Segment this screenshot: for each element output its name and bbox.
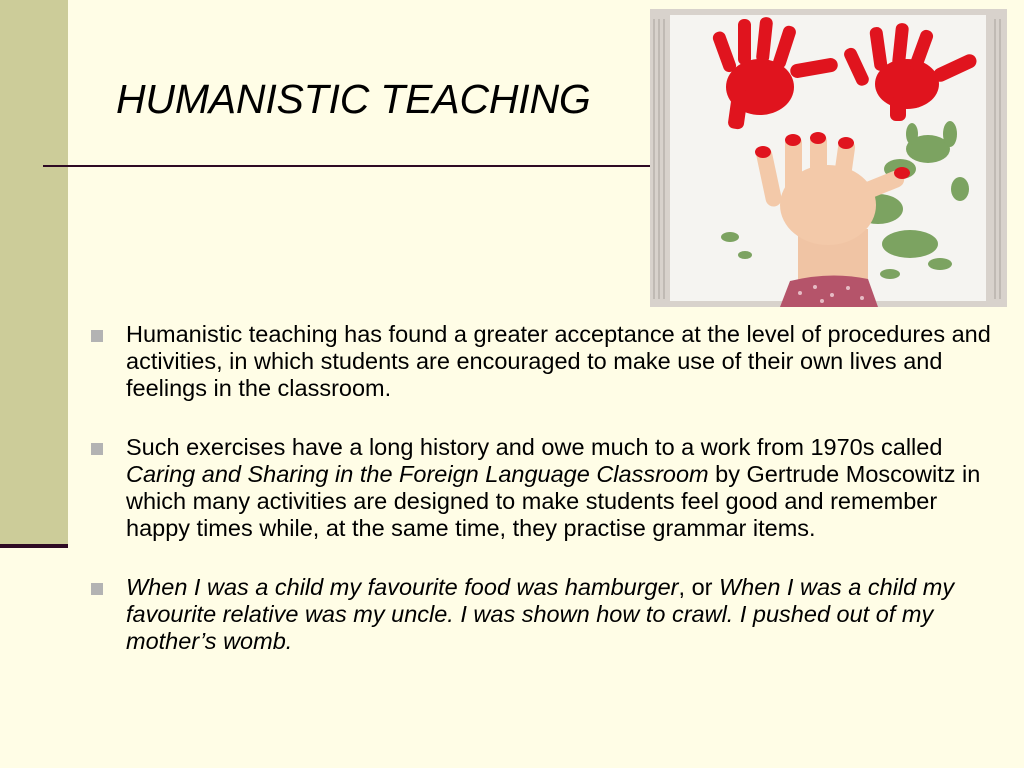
bullet-item-2	[90, 434, 1002, 542]
bullet-plain-text: by Gertrude Moscowitz in which many activities are designed to make students feel good and remember happy times while, at the same time, they practise grammar items.	[126, 461, 981, 541]
bullet-text	[126, 574, 1002, 655]
bullet-square-icon	[91, 443, 103, 455]
left-accent-bar	[0, 0, 68, 544]
title-underline	[43, 165, 653, 167]
bullet-plain-text: , or	[678, 574, 719, 600]
slide-title: HUMANISTIC TEACHING	[116, 76, 591, 122]
book-title: Caring and Sharing in the Foreign Language Classroom	[126, 461, 709, 487]
bullet-square-icon	[91, 330, 103, 342]
handprints-photo-icon	[650, 9, 1007, 307]
left-accent-rule	[0, 544, 68, 548]
bullet-plain-text: Humanistic teaching has found a greater acceptance at the level of procedures and activities, in which students are encouraged to make use of their own lives and feelings in the classroom.	[126, 321, 991, 401]
bullet-list	[90, 321, 1002, 687]
example-sentence: When I was a child my favourite food was hamburger	[126, 574, 679, 600]
bullet-plain-text: Such exercises have a long history and owe much to a work from 1970s called	[126, 434, 943, 460]
bullet-square-icon	[91, 583, 103, 595]
bullet-item-3	[90, 574, 1002, 655]
bullet-item-1	[90, 321, 1002, 402]
bullet-text	[126, 321, 1002, 402]
example-sentence: When I was a child my favourite relative was my uncle. I was shown how to crawl. I pushed out of my mother’s womb.	[126, 574, 955, 654]
bullet-text	[126, 434, 1002, 542]
